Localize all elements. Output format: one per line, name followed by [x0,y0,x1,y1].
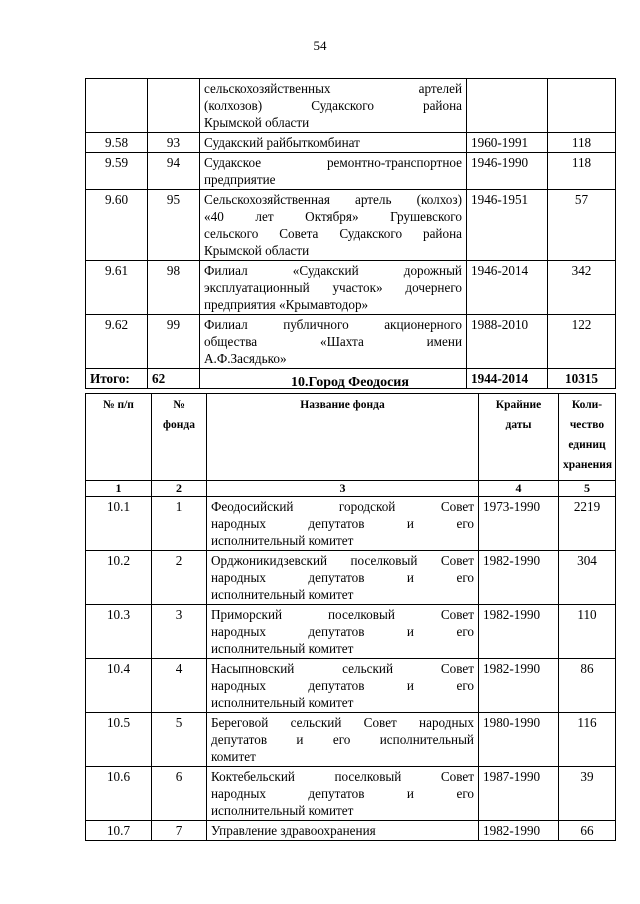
column-number: 4 [479,481,559,497]
storage-units: 39 [559,767,616,821]
column-number-row [86,481,616,497]
fund-name-line: сельскохозяйственных артелей [204,81,462,96]
fund-name-line: Насыпновский сельский Совет [211,661,474,676]
fund-name-line: Сельскохозяйственная артель (колхоз) [204,192,462,207]
fund-name [200,190,467,261]
date-range: 1988-2010 [467,315,548,369]
row-number: 10.6 [86,767,152,821]
fund-name [200,315,467,369]
fund-name-line: Судакский райбыткомбинат [204,135,360,150]
fund-name-line: народных депутатов и его [211,570,474,585]
column-number: 3 [207,481,479,497]
fund-name-line: народных депутатов и его [211,516,474,531]
row-number: 9.61 [86,261,148,315]
storage-units: 304 [559,551,616,605]
fund-name-line: народных депутатов и его [211,678,474,693]
fund-number: 93 [148,133,200,153]
fund-number: 4 [152,659,207,713]
fund-name [207,551,479,605]
table-row [86,605,616,659]
fund-number: 1 [152,497,207,551]
fund-number: 3 [152,605,207,659]
fund-name-line: Орджоникидзевский поселковый Совет [211,553,474,568]
fund-name-line: сельского Совета Судакского района [204,226,462,241]
fund-name [200,79,467,133]
date-range: 1982-1990 [479,551,559,605]
fund-number: 2 [152,551,207,605]
fund-name-line: Коктебельский поселковый Совет [211,769,474,784]
fund-name [200,133,467,153]
fund-name-line: исполнительный комитет [211,533,354,548]
fund-name [207,605,479,659]
row-number: 9.60 [86,190,148,261]
fund-number: 5 [152,713,207,767]
section-title: 10.Город Феодосия [291,375,409,390]
page-number: 54 [313,38,327,53]
storage-units: 57 [548,190,616,261]
fund-name-line: народных депутатов и его [211,624,474,639]
date-range: 1946-1990 [467,153,548,190]
fund-name [207,497,479,551]
fund-name-line: исполнительный комитет [211,587,354,602]
storage-units: 116 [559,713,616,767]
date-range: 1987-1990 [479,767,559,821]
total-units: 10315 [548,369,616,389]
storage-units [548,79,616,133]
total-fund-count: 62 [148,369,200,389]
row-number: 10.5 [86,713,152,767]
date-range: 1960-1991 [467,133,548,153]
fund-name-line: эксплуатационный участок» дочернего [204,280,462,295]
row-number: 9.62 [86,315,148,369]
column-number: 2 [152,481,207,497]
fund-table-sudak [85,78,616,389]
date-range: 1946-2014 [467,261,548,315]
table-row [86,79,616,133]
fund-name-line: исполнительный комитет [211,803,354,818]
table-row [86,190,616,261]
fund-name-line: исполнительный комитет [211,695,354,710]
column-number: 1 [86,481,152,497]
column-number: 5 [559,481,616,497]
header-fund: № фонда [152,394,207,481]
fund-number: 7 [152,821,207,841]
table-row [86,153,616,190]
header-units: Коли-чество единиц хранения [559,394,616,481]
fund-name-line: Филиал публичного акционерного [204,317,462,332]
fund-name-line: предприятие [204,172,276,187]
fund-number: 6 [152,767,207,821]
table-row [86,315,616,369]
date-range: 1982-1990 [479,821,559,841]
table-row [86,261,616,315]
row-number: 10.2 [86,551,152,605]
table-header-row [86,394,616,481]
table-row [86,659,616,713]
fund-name-line: «40 лет Октября» Грушевского [204,209,462,224]
table-row [86,497,616,551]
date-range: 1982-1990 [479,659,559,713]
fund-name-line: Судакское ремонтно-транспортное [204,155,462,170]
row-number [86,79,148,133]
table-row [86,713,616,767]
fund-number: 98 [148,261,200,315]
storage-units: 118 [548,133,616,153]
fund-name-line: предприятия «Крымавтодор» [204,297,369,312]
fund-number: 99 [148,315,200,369]
total-label: Итого: [86,369,148,389]
header-name: Название фонда [207,394,479,481]
table-row [86,133,616,153]
header-num: № п/п [86,394,152,481]
fund-number [148,79,200,133]
fund-name-line: Филиал «Судакский дорожный [204,263,462,278]
row-number: 10.4 [86,659,152,713]
fund-name-line: Управление здравоохранения [211,823,376,838]
fund-name-line: А.Ф.Засядько» [204,351,287,366]
storage-units: 86 [559,659,616,713]
date-range: 1980-1990 [479,713,559,767]
fund-number: 94 [148,153,200,190]
fund-name-line: Крымской области [204,243,310,258]
fund-name-line: общества «Шахта имени [204,334,462,349]
date-range: 1946-1951 [467,190,548,261]
fund-name-line: (колхозов) Судакского района [204,98,462,113]
header-dates: Крайние даты [479,394,559,481]
fund-name [207,821,479,841]
date-range: 1982-1990 [479,605,559,659]
fund-number: 95 [148,190,200,261]
storage-units: 110 [559,605,616,659]
storage-units: 66 [559,821,616,841]
fund-name [200,261,467,315]
row-number: 10.1 [86,497,152,551]
total-date-range: 1944-2014 [467,369,548,389]
fund-name-line: Приморский поселковый Совет [211,607,474,622]
fund-name-line: Береговой сельский Совет народных [211,715,474,730]
row-number: 9.59 [86,153,148,190]
fund-name-line: исполнительный комитет [211,641,354,656]
row-number: 10.7 [86,821,152,841]
table-row [86,767,616,821]
fund-name-line: Феодосийский городской Совет [211,499,474,514]
fund-name-line: Крымской области [204,115,310,130]
fund-name [207,659,479,713]
table-row [86,821,616,841]
fund-table-feodosia [85,393,616,841]
date-range [467,79,548,133]
fund-name-line: депутатов и его исполнительный [211,732,474,747]
row-number: 10.3 [86,605,152,659]
table-row [86,551,616,605]
storage-units: 118 [548,153,616,190]
row-number: 9.58 [86,133,148,153]
fund-name-line: комитет [211,749,256,764]
date-range: 1973-1990 [479,497,559,551]
storage-units: 2219 [559,497,616,551]
storage-units: 342 [548,261,616,315]
fund-name-line: народных депутатов и его [211,786,474,801]
fund-name [200,153,467,190]
fund-name [207,767,479,821]
storage-units: 122 [548,315,616,369]
fund-name [207,713,479,767]
